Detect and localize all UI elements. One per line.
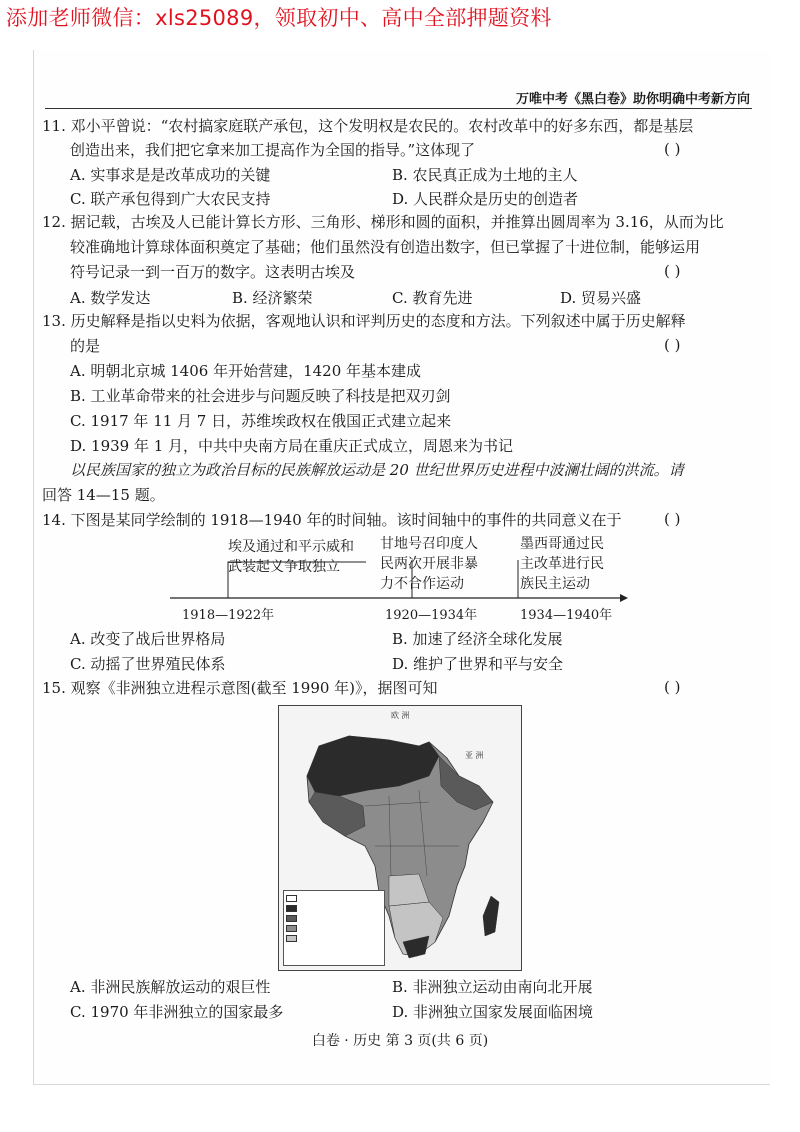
q11-line-2: 创造出来，我们把它拿来加工提高作为全国的指导。”这体现了 <box>70 141 476 159</box>
q12-option-b[interactable]: B. 经济繁荣 <box>232 289 313 307</box>
timeline-date-2: 1920—1934年 <box>385 608 478 623</box>
q15-option-c[interactable]: C. 1970 年非洲独立的国家最多 <box>70 1003 284 1021</box>
q12-line-3: 符号记录一到一百万的数字。这表明古埃及 <box>70 263 356 281</box>
q15-stem: 15. 观察《非洲独立进程示意图(截至 1990 年)》，据图可知 <box>42 679 438 697</box>
timeline-date-1: 1918—1922年 <box>182 608 275 623</box>
timeline-event-3: 墨西哥通过民 主改革进行民 族民主运动 <box>520 536 604 592</box>
q11-option-a[interactable]: A. 实事求是是改革成功的关键 <box>70 166 271 184</box>
header-rule <box>45 108 752 109</box>
q13-option-b[interactable]: B. 工业革命带来的社会进步与问题反映了科技是把双刃剑 <box>70 387 451 405</box>
q15-option-b[interactable]: B. 非洲独立运动由南向北开展 <box>392 978 593 996</box>
q11-line-1: 11. 邓小平曾说：“农村搞家庭联产承包，这个发明权是农民的。农村改革中的好多东西，都是基层 <box>42 117 694 135</box>
map-legend <box>283 890 385 966</box>
q12-line-1: 12. 据记载，古埃及人已能计算长方形、三角形、梯形和圆的面积，并推算出圆周率为 3.16，从而为比 <box>42 213 724 231</box>
q11-option-b[interactable]: B. 农民真正成为土地的主人 <box>392 166 578 184</box>
q14-option-b[interactable]: B. 加速了经济全球化发展 <box>392 630 563 648</box>
q14-stem: 14. 下图是某同学绘制的 1918—1940 年的时间轴。该时间轴中的事件的共同意义在于 <box>42 511 622 529</box>
intro-line-1: 以民族国家的独立为政治目标的民族解放运动是 20 世纪世界历史进程中波澜壮阔的洪流。请 <box>70 461 684 479</box>
map-label-asia: 亚 洲 <box>465 751 484 760</box>
q14-option-d[interactable]: D. 维护了世界和平与安全 <box>392 655 564 673</box>
q13-option-a[interactable]: A. 明朝北京城 1406 年开始营建，1420 年基本建成 <box>70 362 422 380</box>
q12-option-c[interactable]: C. 教育先进 <box>392 289 473 307</box>
q13-answer-paren[interactable]: ( ) <box>664 336 681 354</box>
q14-answer-paren[interactable]: ( ) <box>664 510 681 528</box>
q11-answer-paren[interactable]: ( ) <box>664 140 681 158</box>
q13-option-c[interactable]: C. 1917 年 11 月 7 日，苏维埃政权在俄国正式建立起来 <box>70 412 452 430</box>
q14-option-c[interactable]: C. 动摇了世界殖民体系 <box>70 655 226 673</box>
timeline-axis <box>170 560 630 604</box>
q12-answer-paren[interactable]: ( ) <box>664 262 681 280</box>
q15-option-d[interactable]: D. 非洲独立国家发展面临困境 <box>392 1003 594 1021</box>
q15-answer-paren[interactable]: ( ) <box>664 678 681 696</box>
timeline-event-1: 埃及通过和平示威和 武装起义争取独立 <box>228 539 354 575</box>
timeline-event-2: 甘地号召印度人 民两次开展非暴 力不合作运动 <box>380 536 478 592</box>
q11-option-c[interactable]: C. 联产承包得到广大农民支持 <box>70 190 271 208</box>
promo-banner: 添加老师微信：xls25089，领取初中、高中全部押题资料 <box>6 6 552 30</box>
q12-line-2: 较准确地计算球体面积奠定了基础；他们虽然没有创造出数字，但已掌握了十进位制，能够运用 <box>70 238 701 256</box>
q14-option-a[interactable]: A. 改变了战后世界格局 <box>70 630 226 648</box>
q12-option-d[interactable]: D. 贸易兴盛 <box>560 289 642 307</box>
page-footer: 白卷 · 历史 第 3 页(共 6 页) <box>311 1033 489 1049</box>
q15-option-a[interactable]: A. 非洲民族解放运动的艰巨性 <box>70 978 271 996</box>
q12-option-a[interactable]: A. 数学发达 <box>70 289 151 307</box>
africa-independence-map <box>278 705 522 971</box>
q11-option-d[interactable]: D. 人民群众是历史的创造者 <box>392 190 579 208</box>
q13-line-2: 的是 <box>70 337 101 355</box>
intro-line-2: 回答 14—15 题。 <box>42 486 165 504</box>
page-header: 万唯中考《黑白卷》助你明确中考新方向 <box>515 92 750 107</box>
q13-option-d[interactable]: D. 1939 年 1 月，中共中央南方局在重庆正式成立，周恩来为书记 <box>70 437 514 455</box>
map-label-europe: 欧 洲 <box>391 711 410 720</box>
timeline-date-3: 1934—1940年 <box>520 608 613 623</box>
q13-line-1: 13. 历史解释是指以史料为依据，客观地认识和评判历史的态度和方法。下列叙述中属于历史解释 <box>42 312 686 330</box>
